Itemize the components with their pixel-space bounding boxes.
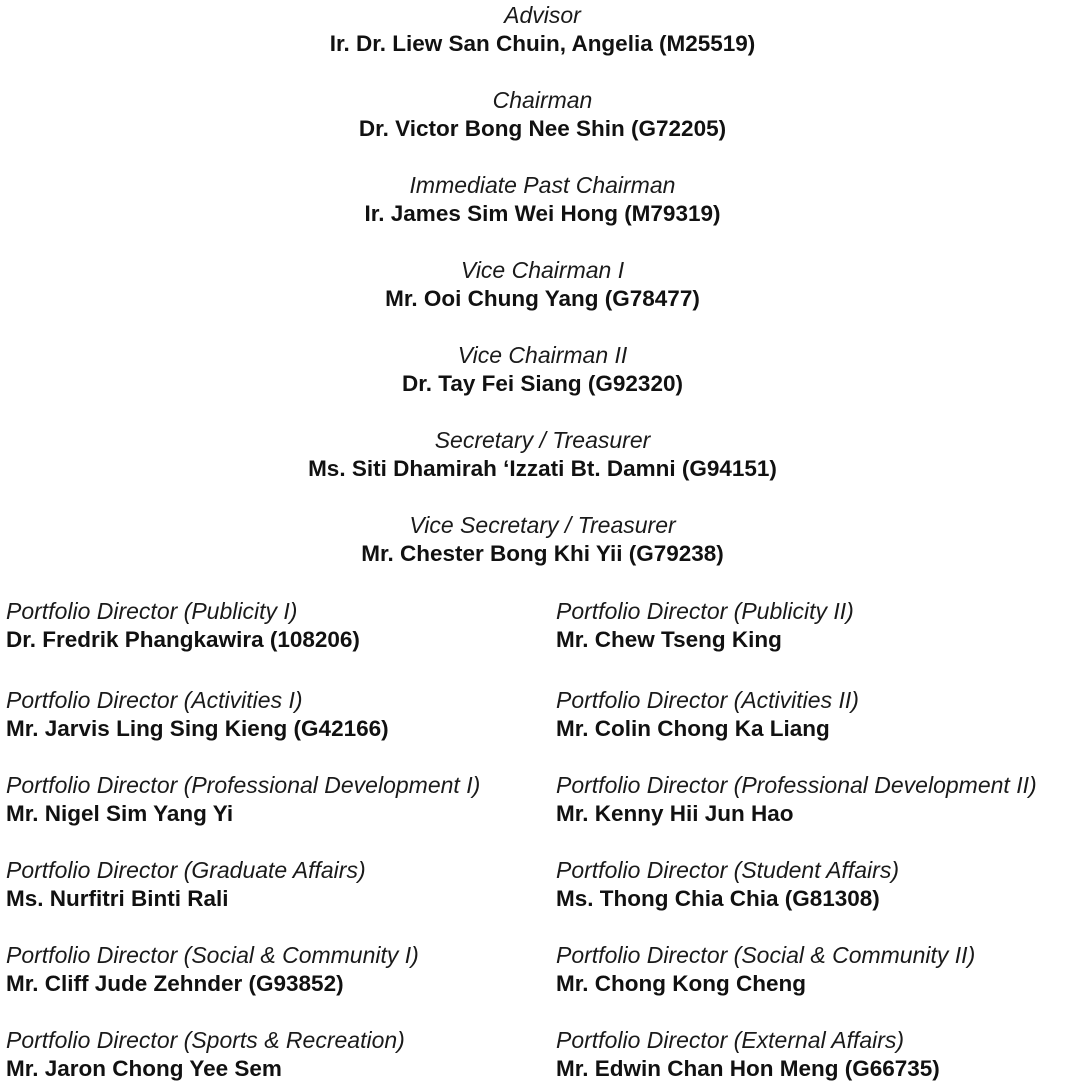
- role-title: Portfolio Director (Publicity II): [556, 598, 854, 624]
- member-name: Mr. Jarvis Ling Sing Kieng (G42166): [6, 716, 389, 741]
- director-right-5: [556, 941, 975, 999]
- role-title: Portfolio Director (Publicity I): [6, 598, 298, 624]
- officer-chairman: [0, 86, 1080, 144]
- member-name: Ir. James Sim Wei Hong (M79319): [364, 201, 721, 226]
- role-title: Vice Secretary / Treasurer: [409, 512, 676, 538]
- officer-vice-secretary-treasurer: [0, 511, 1080, 569]
- member-name: Ms. Nurfitri Binti Rali: [6, 886, 229, 911]
- member-name: Mr. Nigel Sim Yang Yi: [6, 801, 234, 826]
- officer-vice-chairman-2: [0, 341, 1080, 399]
- director-right-4: [556, 856, 899, 914]
- member-name: Dr. Fredrik Phangkawira (108206): [6, 627, 360, 652]
- member-name: Mr. Chong Kong Cheng: [556, 971, 806, 996]
- director-left-3: [6, 771, 480, 829]
- member-name: Mr. Ooi Chung Yang (G78477): [385, 286, 700, 311]
- officer-secretary-treasurer: [0, 426, 1080, 484]
- member-name: Mr. Kenny Hii Jun Hao: [556, 801, 794, 826]
- member-name: Ms. Siti Dhamirah ‘Izzati Bt. Damni (G94151): [308, 456, 777, 481]
- member-name: Mr. Jaron Chong Yee Sem: [6, 1056, 282, 1081]
- member-name: Mr. Chester Bong Khi Yii (G79238): [361, 541, 724, 566]
- member-name: Mr. Cliff Jude Zehnder (G93852): [6, 971, 344, 996]
- officer-immediate-past-chairman: [0, 171, 1080, 229]
- member-name: Dr. Tay Fei Siang (G92320): [402, 371, 683, 396]
- member-name: Mr. Edwin Chan Hon Meng (G66735): [556, 1056, 940, 1081]
- director-left-5: [6, 941, 419, 999]
- role-title: Vice Chairman I: [460, 257, 625, 283]
- role-title: Portfolio Director (Professional Development I): [6, 772, 481, 798]
- role-title: Portfolio Director (Professional Development II): [556, 772, 1037, 798]
- director-right-6: [556, 1026, 940, 1084]
- role-title: Portfolio Director (Activities I): [6, 687, 303, 713]
- director-right-1: [556, 597, 854, 655]
- member-name: Ir. Dr. Liew San Chuin, Angelia (M25519): [329, 31, 756, 56]
- member-name: Ms. Thong Chia Chia (G81308): [556, 886, 880, 911]
- role-title: Portfolio Director (Social & Community I): [6, 942, 419, 968]
- member-name: Mr. Colin Chong Ka Liang: [556, 716, 830, 741]
- role-title: Chairman: [492, 87, 593, 113]
- director-right-3: [556, 771, 1037, 829]
- role-title: Portfolio Director (External Affairs): [556, 1027, 905, 1053]
- role-title: Immediate Past Chairman: [409, 172, 676, 198]
- role-title: Portfolio Director (Sports & Recreation): [6, 1027, 405, 1053]
- director-left-4: [6, 856, 366, 914]
- role-title: Portfolio Director (Student Affairs): [556, 857, 899, 883]
- role-title: Secretary / Treasurer: [434, 427, 651, 453]
- director-left-1: [6, 597, 360, 655]
- role-title: Portfolio Director (Graduate Affairs): [6, 857, 366, 883]
- member-name: Mr. Chew Tseng King: [556, 627, 782, 652]
- officer-vice-chairman-1: [0, 256, 1080, 314]
- director-left-2: [6, 686, 389, 744]
- role-title: Portfolio Director (Activities II): [556, 687, 859, 713]
- member-name: Dr. Victor Bong Nee Shin (G72205): [358, 116, 727, 141]
- role-title: Portfolio Director (Social & Community II): [556, 942, 976, 968]
- role-title: Advisor: [504, 2, 581, 28]
- director-left-6: [6, 1026, 405, 1084]
- director-right-2: [556, 686, 859, 744]
- role-title: Vice Chairman II: [457, 342, 628, 368]
- officer-advisor: [0, 1, 1080, 59]
